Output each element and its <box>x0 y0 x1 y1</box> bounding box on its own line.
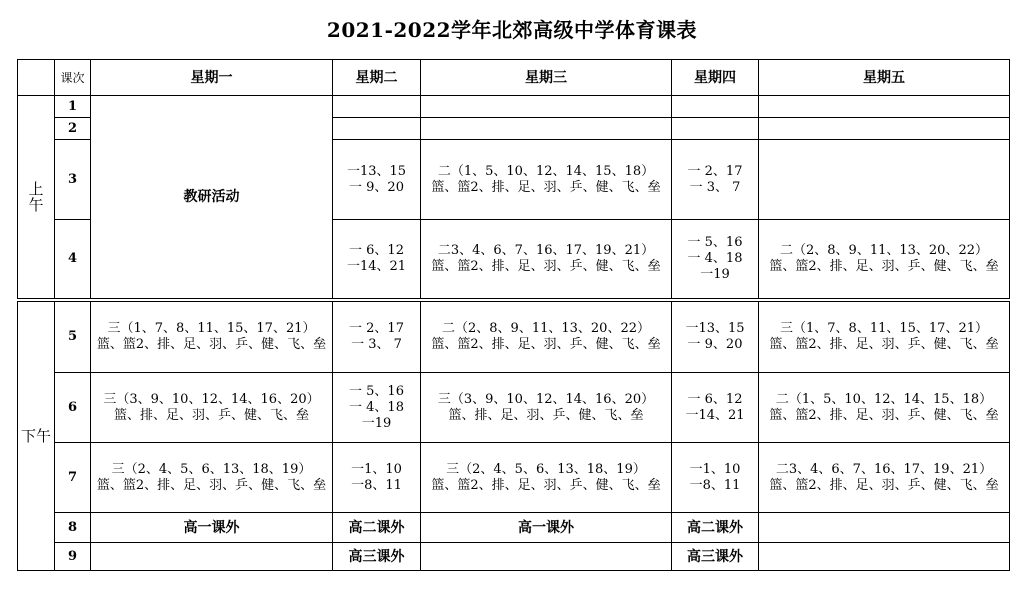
cell-mon: 高一课外 <box>91 513 333 543</box>
lesson-number: 2 <box>55 118 91 140</box>
table-row <box>18 300 1010 373</box>
cell-mon <box>91 543 333 571</box>
cell-fri: 三（1、7、8、11、15、17、21） 篮、篮2、排、足、羽、乒、健、飞、垒 <box>759 300 1010 373</box>
lesson-number: 9 <box>55 543 91 571</box>
cell-thu: 一 2、17 一 3、 7 <box>672 140 759 220</box>
cell-thu: 高三课外 <box>672 543 759 571</box>
cell-mon: 三（3、9、10、12、14、16、20） 篮、排、足、羽、乒、健、飞、垒 <box>91 373 333 443</box>
cell-thu: 一 5、16 一 4、18 一19 <box>672 220 759 300</box>
day-header-wed: 星期三 <box>421 60 672 96</box>
table-row <box>18 373 1010 443</box>
day-header-tue: 星期二 <box>333 60 421 96</box>
cell-wed: 三（2、4、5、6、13、18、19） 篮、篮2、排、足、羽、乒、健、飞、垒 <box>421 443 672 513</box>
header-row <box>18 60 1010 96</box>
lesson-col-header: 课次 <box>55 60 91 96</box>
table-row <box>18 513 1010 543</box>
cell <box>421 118 672 140</box>
cell-fri <box>759 140 1010 220</box>
cell-wed: 高一课外 <box>421 513 672 543</box>
day-header-fri: 星期五 <box>759 60 1010 96</box>
cell <box>672 96 759 118</box>
lesson-number: 6 <box>55 373 91 443</box>
cell-fri <box>759 543 1010 571</box>
mon-teaching-research: 教研活动 <box>91 96 333 300</box>
cell-tue: 高二课外 <box>333 513 421 543</box>
cell <box>759 96 1010 118</box>
corner-cell <box>18 60 55 96</box>
lesson-number: 5 <box>55 300 91 373</box>
lesson-number: 1 <box>55 96 91 118</box>
cell-wed: 二（2、8、9、11、13、20、22） 篮、篮2、排、足、羽、乒、健、飞、垒 <box>421 300 672 373</box>
cell-wed: 三（3、9、10、12、14、16、20） 篮、排、足、羽、乒、健、飞、垒 <box>421 373 672 443</box>
day-header-thu: 星期四 <box>672 60 759 96</box>
cell-wed: 二（1、5、10、12、14、15、18） 篮、篮2、排、足、羽、乒、健、飞、垒 <box>421 140 672 220</box>
lesson-number: 3 <box>55 140 91 220</box>
page-title: 2021-2022学年北郊高级中学体育课表 <box>326 18 698 42</box>
cell-mon: 三（1、7、8、11、15、17、21） 篮、篮2、排、足、羽、乒、健、飞、垒 <box>91 300 333 373</box>
cell <box>759 118 1010 140</box>
period-afternoon: 下午 <box>18 300 55 571</box>
cell <box>421 96 672 118</box>
cell <box>672 118 759 140</box>
lesson-number: 4 <box>55 220 91 300</box>
cell <box>333 96 421 118</box>
schedule-table <box>17 59 1010 571</box>
cell-tue: 一 5、16 一 4、18 一19 <box>333 373 421 443</box>
cell <box>333 118 421 140</box>
cell-mon: 三（2、4、5、6、13、18、19） 篮、篮2、排、足、羽、乒、健、飞、垒 <box>91 443 333 513</box>
cell-tue: 高三课外 <box>333 543 421 571</box>
cell-wed: 二3、4、6、7、16、17、19、21） 篮、篮2、排、足、羽、乒、健、飞、垒 <box>421 220 672 300</box>
cell-tue: 一13、15 一 9、20 <box>333 140 421 220</box>
lesson-number: 8 <box>55 513 91 543</box>
table-row <box>18 96 1010 118</box>
cell-fri: 二3、4、6、7、16、17、19、21） 篮、篮2、排、足、羽、乒、健、飞、垒 <box>759 443 1010 513</box>
lesson-number: 7 <box>55 443 91 513</box>
cell-fri: 二（1、5、10、12、14、15、18） 篮、篮2、排、足、羽、乒、健、飞、垒 <box>759 373 1010 443</box>
cell-fri: 二（2、8、9、11、13、20、22） 篮、篮2、排、足、羽、乒、健、飞、垒 <box>759 220 1010 300</box>
day-header-mon: 星期一 <box>91 60 333 96</box>
cell-thu: 一 6、12 一14、21 <box>672 373 759 443</box>
cell-tue: 一1、10 一8、11 <box>333 443 421 513</box>
cell-thu: 高二课外 <box>672 513 759 543</box>
cell-tue: 一 6、12 一14、21 <box>333 220 421 300</box>
table-row <box>18 543 1010 571</box>
cell-tue: 一 2、17 一 3、 7 <box>333 300 421 373</box>
cell-wed <box>421 543 672 571</box>
cell-fri <box>759 513 1010 543</box>
cell-thu: 一13、15 一 9、20 <box>672 300 759 373</box>
table-row <box>18 443 1010 513</box>
cell-thu: 一1、10 一8、11 <box>672 443 759 513</box>
period-morning: 上 午 <box>18 96 55 300</box>
